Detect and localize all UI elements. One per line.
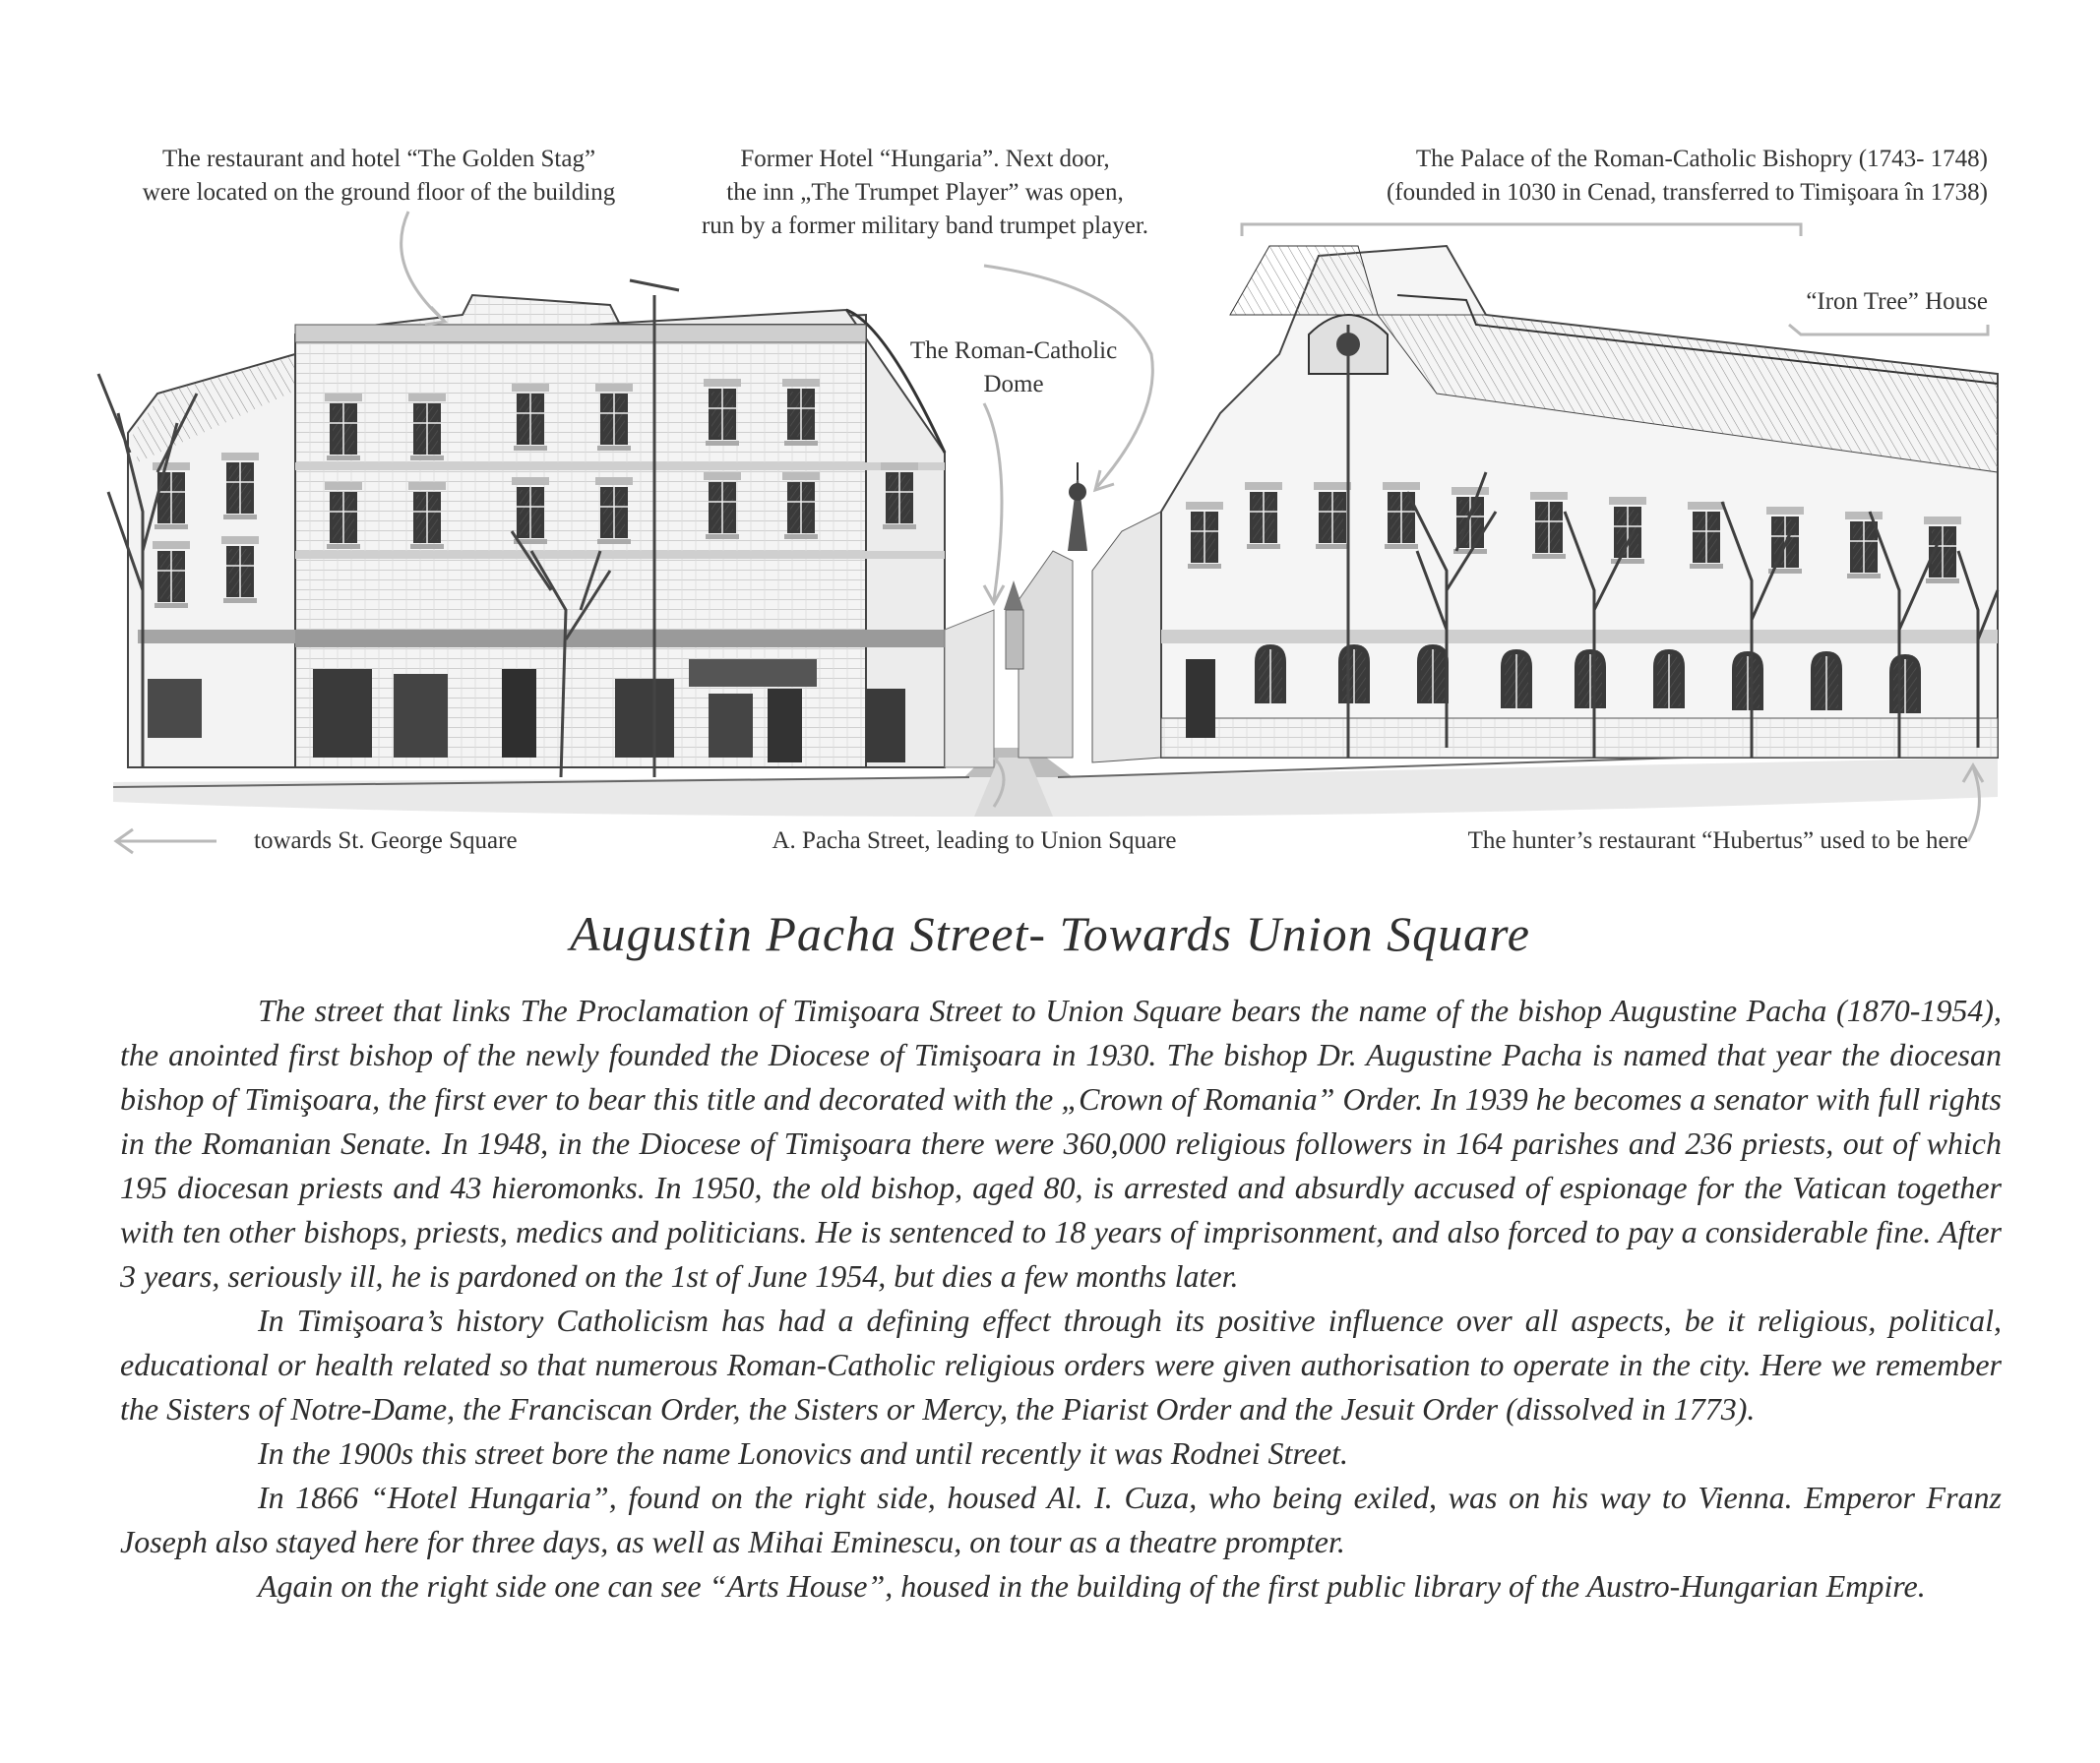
caption-pacha-street: A. Pacha Street, leading to Union Square <box>772 827 1177 854</box>
body-text <box>120 989 2002 1609</box>
caption-hubertus: The hunter’s restaurant “Hubertus” used to be here <box>1467 827 1968 854</box>
caption-line: (founded in 1030 in Cenad, transferred to Timişoara în 1738) <box>1386 179 1988 206</box>
caption-bishopry-palace <box>1309 143 1988 210</box>
street-illustration <box>0 0 2100 866</box>
caption-line: run by a former military band trumpet player. <box>701 213 1149 239</box>
caption-hotel-hungaria <box>669 143 1181 243</box>
caption-st-george: towards St. George Square <box>254 827 518 854</box>
paragraph: In 1866 “Hotel Hungaria”, found on the right side, housed Al. I. Cuza, who being exiled, was on his way to Vienna. Emperor Franz Joseph also stayed here for three days, as well as Mihai Eminescu, on tour as a theatre prompter. <box>120 1480 2002 1559</box>
page-title: Augustin Pacha Street- Towards Union Square <box>570 906 1530 961</box>
caption-line: The restaurant and hotel “The Golden Stag” <box>161 146 596 172</box>
left-corner-building <box>128 280 945 777</box>
caption-line: were located on the ground floor of the building <box>142 179 616 206</box>
caption-line: The Palace of the Roman-Catholic Bishopry (1743- 1748) <box>1415 146 1988 172</box>
paragraph: In the 1900s this street bore the name Lonovics and until recently it was Rodnei Street. <box>258 1435 1348 1471</box>
paragraph: In Timişoara’s history Catholicism has had a defining effect through its positive influence over all aspects, be it religious, political, educational or health related so that numerous Roman-Catholic religious orders were given authorisation to operate in the city. Here we remember the Sisters of Notre-Dame, the Franciscan Order, the Sisters or Mercy, the Piarist Order and the Jesuit Order (dissolved in 1773). <box>120 1303 2002 1427</box>
caption-golden-stag <box>108 143 649 210</box>
bishopry-palace <box>1161 246 1998 758</box>
caption-line: the inn „The Trumpet Player” was open, <box>726 179 1124 206</box>
caption-line: Former Hotel “Hungaria”. Next door, <box>740 146 1110 172</box>
caption-dome <box>866 334 1161 401</box>
caption-line: Dome <box>983 371 1044 397</box>
paragraph: Again on the right side one can see “Arts House”, housed in the building of the first public library of the Austro-Hungarian Empire. <box>258 1568 1926 1604</box>
caption-iron-tree: “Iron Tree” House <box>1806 288 1988 315</box>
caption-line: The Roman-Catholic <box>909 337 1118 364</box>
paragraph: The street that links The Proclamation of Timişoara Street to Union Square bears the name of the bishop Augustine Pacha (1870-1954), the anointed first bishop of the newly founded the Diocese of Timişoara in 1930. The bishop Dr. Augustine Pacha is named that year the diocesan bishop of Timişoara, the first ever to bear this title and decorated with the „Crown of Romania” Order. In 1939 he becomes a senator with full rights in the Romanian Senate. In 1948, in the Diocese of Timişoara there were 360,000 religious followers in 164 parishes and 236 priests, out of which 195 diocesan priests and 43 hieromonks. In 1950, the old bishop, aged 80, is arrested and absurdly accused of espionage for the Vatican together with ten other bishops, priests, medics and politicians. He is sentenced to 18 years of imprisonment, and also forced to pay a considerable fine. After 3 years, seriously ill, he is pardoned on the 1st of June 1954, but dies a few months later. <box>120 993 2002 1294</box>
distant-street <box>945 462 1161 767</box>
